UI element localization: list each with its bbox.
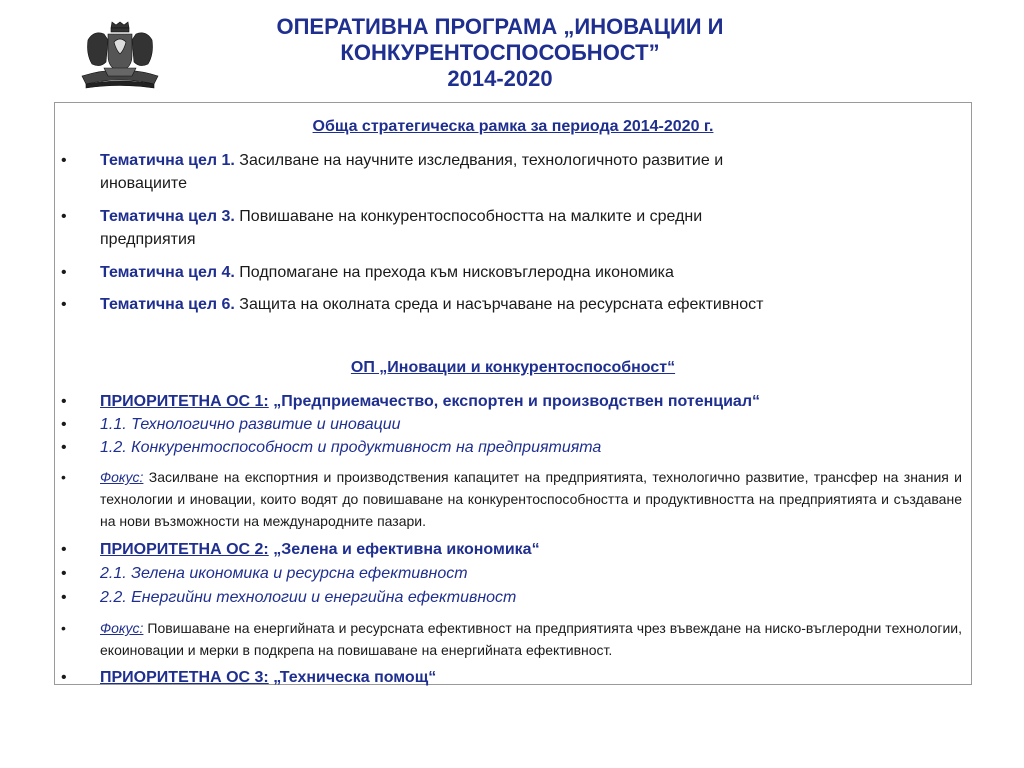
goal-label: Тематична цел 3. bbox=[100, 208, 235, 225]
title-line-1: ОПЕРАТИВНА ПРОГРАМА „ИНОВАЦИИ И bbox=[276, 14, 724, 39]
goal-label: Тематична цел 4. bbox=[100, 264, 235, 281]
focus-label: Фокус: bbox=[100, 620, 144, 636]
goal-label: Тематична цел 1. bbox=[100, 152, 235, 169]
goal-text: Защита на околната среда и насърчаване на ресурсната ефективност bbox=[239, 296, 764, 313]
page-title bbox=[220, 14, 780, 92]
framework-heading: Обща стратегическа рамка за периода 2014-2020 г. bbox=[312, 118, 714, 135]
title-line-2: КОНКУРЕНТОСПОСОБНОСТ” bbox=[340, 40, 660, 65]
goal-text: Подпомагане на прехода към нисковъглеродна икономика bbox=[239, 264, 674, 281]
goal-text: Повишаване на конкурентоспособността на малките и средни bbox=[239, 208, 703, 225]
axis-name: „Зелена и ефективна икономика“ bbox=[273, 541, 540, 558]
axis-sub: 1.1. Технологично развитие и иновации bbox=[100, 416, 401, 433]
coat-of-arms-emblem bbox=[74, 18, 166, 98]
axis-sub: 1.2. Конкурентоспособност и продуктивност на предприятията bbox=[100, 439, 602, 456]
axis-sub: 2.2. Енергийни технологии и енергийна ефективност bbox=[100, 589, 517, 606]
axis-label: ПРИОРИТЕТНА ОС 3: bbox=[100, 669, 269, 686]
goal-text: Засилване на научните изследвания, технологичното развитие и bbox=[239, 152, 724, 169]
goal-text-cont: предприятия bbox=[100, 231, 196, 248]
axis-sub: 2.1. Зелена икономика и ресурсна ефективност bbox=[100, 565, 468, 582]
content-box: Обща стратегическа рамка за периода 2014-2020 г. • Тематична цел 1. Засилване на научните изследвания, технологичното развитие и иновациите • Тематична цел 3. Повишаване на конкурентоспособността на малките и средни предприятия • Тематична цел 4. Подпомагане на прехода към нисковъглеродна икономика • Тематична цел 6. Защита на околната среда и насърчаване на ресурсната ефективност ОП „Иновации и конкурентоспособност“ • ПРИОРИТЕТНА ОС 1: „Предприемачество, експортен и производствен потенциал“ • 1.1. Технологично развитие и иновации • 1.2. Конкурентоспособност и продуктивност на предприятията • Фокус: Засилване на експортния и производствения капацитет на предприятията, технологично развитие, трансфер на знания и технологии и иновации, които водят до повишаване на конкурентоспособността и продуктивността на предприятията и създаване на нови възможности на международните пазари. • ПРИОРИТЕТНА ОС 2: „Зелена и ефективна икономика“ • 2.1. Зелена икономика и ресурсна ефективност • 2.2. Енергийни технологии и енергийна ефективност • Фокус: Повишаване на енергийната и ресурсната ефективност на предприятията чрез въвеждане на ниско-въглеродни технологии, екоиновации и мерки в подкрепа на повишаване на енергийната ефективност. • ПРИОРИТЕТНА ОС 3: „Техническа помощ“ bbox=[54, 102, 972, 685]
goal-text-cont: иновациите bbox=[100, 175, 187, 192]
focus-label: Фокус: bbox=[100, 469, 144, 485]
focus-text: Засилване на експортния и производствения капацитет на предприятията, технологично развитие, трансфер на знания и технологии и иновации, които водят до повишаване на конкурентоспособността и продуктивността на предприятията и създаване на нови възможности на международните пазари. bbox=[100, 469, 962, 529]
axis-name: „Техническа помощ“ bbox=[273, 669, 437, 686]
goal-label: Тематична цел 6. bbox=[100, 296, 235, 313]
focus-text: Повишаване на енергийната и ресурсната ефективност на предприятията чрез въвеждане на ниско-въглеродни технологии, екоиновации и мерки в подкрепа на повишаване на енергийната ефективност. bbox=[100, 620, 963, 658]
title-line-3: 2014-2020 bbox=[447, 66, 553, 91]
axis-name: „Предприемачество, експортен и производствен потенциал“ bbox=[273, 393, 760, 410]
axis-label: ПРИОРИТЕТНА ОС 2: bbox=[100, 541, 269, 558]
program-heading: ОП „Иновации и конкурентоспособност“ bbox=[350, 359, 676, 376]
axis-label: ПРИОРИТЕТНА ОС 1: bbox=[100, 393, 269, 410]
